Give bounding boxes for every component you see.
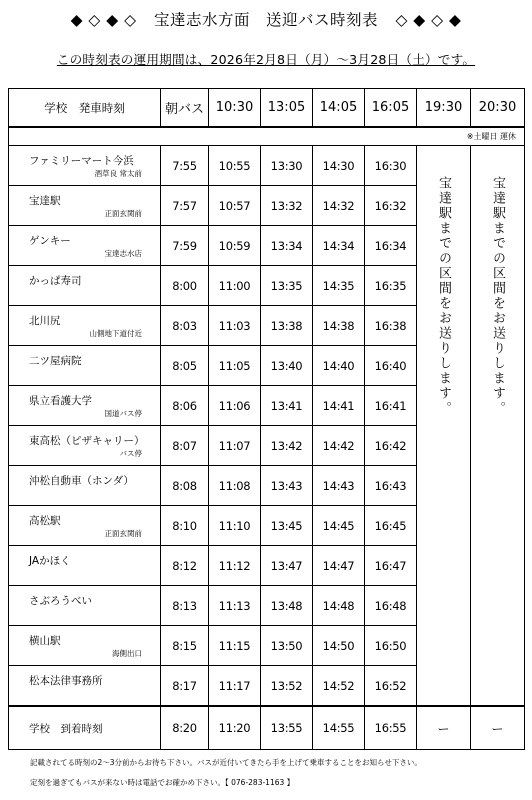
departure-time: 11:08 <box>209 466 261 506</box>
departure-time: 11:12 <box>209 546 261 586</box>
departure-time: 16:35 <box>365 266 417 306</box>
departure-time: 14:32 <box>313 186 365 226</box>
arrival-time: 11:20 <box>209 706 261 750</box>
stop-sublocation: 海側出口 <box>112 649 142 658</box>
stop-cell <box>9 146 161 186</box>
departure-time: 13:42 <box>261 426 313 466</box>
col-header-1405: 14:05 <box>313 89 365 128</box>
stop-cell <box>9 586 161 626</box>
stop-name: 横山駅 <box>29 635 61 647</box>
stop-name: さぶろうべい <box>29 595 92 607</box>
departure-time: 13:40 <box>261 346 313 386</box>
departure-time: 14:38 <box>313 306 365 346</box>
stop-name: かっぱ寿司 <box>29 275 82 287</box>
departure-time: 14:34 <box>313 226 365 266</box>
departure-time: 14:43 <box>313 466 365 506</box>
stop-cell <box>9 346 161 386</box>
departure-time: 8:00 <box>161 266 209 306</box>
col-header-morning: 朝バス <box>161 89 209 128</box>
departure-time: 10:57 <box>209 186 261 226</box>
stop-cell <box>9 426 161 466</box>
arrival-time: 14:55 <box>313 706 365 750</box>
departure-time: 13:34 <box>261 226 313 266</box>
arrival-time: 16:55 <box>365 706 417 750</box>
departure-time: 7:59 <box>161 226 209 266</box>
departure-time: 13:47 <box>261 546 313 586</box>
departure-time: 16:45 <box>365 506 417 546</box>
stop-cell <box>9 186 161 226</box>
departure-time: 8:08 <box>161 466 209 506</box>
arrival-time: 13:55 <box>261 706 313 750</box>
stop-cell <box>9 666 161 707</box>
departure-time: 8:07 <box>161 426 209 466</box>
departure-time: 16:40 <box>365 346 417 386</box>
stop-sublocation: 正面玄関前 <box>104 529 142 538</box>
departure-time: 11:13 <box>209 586 261 626</box>
stop-name: 東高松（ピザキャリー） <box>29 435 145 447</box>
stop-name: 宝達駅 <box>29 195 61 207</box>
departure-time: 14:45 <box>313 506 365 546</box>
departure-time: 11:00 <box>209 266 261 306</box>
departure-time: 16:50 <box>365 626 417 666</box>
departure-time: 13:50 <box>261 626 313 666</box>
stop-sublocation: 酒草良 常太前 <box>94 169 142 178</box>
stop-name: JAかほく <box>29 555 71 567</box>
departure-time: 8:10 <box>161 506 209 546</box>
arrival-label: 学校 到着時刻 <box>9 706 161 750</box>
departure-time: 8:17 <box>161 666 209 707</box>
stop-cell <box>9 306 161 346</box>
departure-time: 14:52 <box>313 666 365 707</box>
departure-time: 10:55 <box>209 146 261 186</box>
col-header-1305: 13:05 <box>261 89 313 128</box>
departure-time: 13:52 <box>261 666 313 707</box>
arrival-row <box>9 706 525 750</box>
col-header-2030: 20:30 <box>471 89 525 128</box>
stop-cell <box>9 226 161 266</box>
stop-sublocation: バス停 <box>119 449 142 458</box>
saturday-note: ※土曜日 運休 <box>9 127 525 146</box>
departure-time: 8:13 <box>161 586 209 626</box>
table-row <box>9 146 525 186</box>
stop-sublocation: 山側地下道付近 <box>89 329 142 338</box>
departure-time: 11:06 <box>209 386 261 426</box>
departure-time: 11:07 <box>209 426 261 466</box>
arrival-dash-1930: ー <box>417 706 471 750</box>
departure-time: 11:05 <box>209 346 261 386</box>
arrival-time: 8:20 <box>161 706 209 750</box>
stop-name: 二ツ屋病院 <box>29 355 82 367</box>
departure-time: 16:38 <box>365 306 417 346</box>
departure-time: 14:42 <box>313 426 365 466</box>
departure-time: 14:41 <box>313 386 365 426</box>
departure-time: 14:40 <box>313 346 365 386</box>
route-note-1930-text: 宝達駅までの区間をお送りします。 <box>436 176 451 416</box>
footer-line-1: 記載されてる時刻の2～3分前からお待ち下さい。バスが近付いてきたら手を上げて乗車することをお知らせ下さい。 <box>30 758 422 767</box>
col-header-1605: 16:05 <box>365 89 417 128</box>
timetable <box>8 88 525 750</box>
route-note-1930 <box>417 146 471 707</box>
departure-time: 8:05 <box>161 346 209 386</box>
departure-time: 10:59 <box>209 226 261 266</box>
departure-time: 11:03 <box>209 306 261 346</box>
departure-time: 13:32 <box>261 186 313 226</box>
route-note-2030-text: 宝達駅までの区間をお送りします。 <box>490 176 505 416</box>
col-header-1030: 10:30 <box>209 89 261 128</box>
departure-time: 11:10 <box>209 506 261 546</box>
col-header-1930: 19:30 <box>417 89 471 128</box>
header-row <box>9 89 525 128</box>
footer-line-2: 定刻を過ぎてもバスが来ない時は電話でお確かめ下さい。【 076-283-1163 】 <box>30 778 295 787</box>
departure-time: 14:50 <box>313 626 365 666</box>
departure-time: 14:35 <box>313 266 365 306</box>
departure-time: 13:43 <box>261 466 313 506</box>
departure-time: 8:15 <box>161 626 209 666</box>
title-decoration-right: ◇ ◆ ◇ ◆ <box>395 11 462 29</box>
col-header-stop: 学校 発車時刻 <box>9 89 161 128</box>
stop-name: ファミリーマート今浜 <box>29 155 134 167</box>
page-title: 宝達志水方面 送迎バス時刻表 <box>153 11 378 29</box>
stop-name: 県立看護大学 <box>29 395 92 407</box>
stop-cell <box>9 546 161 586</box>
departure-time: 11:15 <box>209 626 261 666</box>
stop-cell <box>9 386 161 426</box>
arrival-dash-2030: ー <box>471 706 525 750</box>
departure-time: 8:06 <box>161 386 209 426</box>
departure-time: 13:38 <box>261 306 313 346</box>
departure-time: 13:48 <box>261 586 313 626</box>
operation-period: この時刻表の運用期間は、2026年2月8日（月）～3月28日（土）です。 <box>56 52 476 67</box>
departure-time: 14:48 <box>313 586 365 626</box>
departure-time: 16:30 <box>365 146 417 186</box>
title-decoration-left: ◆ ◇ ◆ ◇ <box>70 11 137 29</box>
stop-sublocation: 正面玄関前 <box>104 209 142 218</box>
departure-time: 16:48 <box>365 586 417 626</box>
departure-time: 13:45 <box>261 506 313 546</box>
stop-cell <box>9 506 161 546</box>
departure-time: 8:03 <box>161 306 209 346</box>
departure-time: 16:47 <box>365 546 417 586</box>
stop-name: 沖松自動車（ホンダ） <box>29 475 134 487</box>
departure-time: 7:57 <box>161 186 209 226</box>
departure-time: 13:30 <box>261 146 313 186</box>
departure-time: 16:32 <box>365 186 417 226</box>
departure-time: 13:41 <box>261 386 313 426</box>
stop-cell <box>9 466 161 506</box>
departure-time: 14:30 <box>313 146 365 186</box>
title-line <box>0 8 532 30</box>
departure-time: 7:55 <box>161 146 209 186</box>
stop-name: ゲンキー <box>29 235 71 247</box>
stop-sublocation: 宝達志水店 <box>104 249 142 258</box>
departure-time: 16:41 <box>365 386 417 426</box>
stop-name: 北川尻 <box>29 315 61 327</box>
departure-time: 16:42 <box>365 426 417 466</box>
stop-name: 高松駅 <box>29 515 61 527</box>
departure-time: 16:43 <box>365 466 417 506</box>
stop-name: 松本法律事務所 <box>29 675 103 687</box>
departure-time: 11:17 <box>209 666 261 707</box>
departure-time: 8:12 <box>161 546 209 586</box>
note-row <box>9 127 525 146</box>
departure-time: 16:34 <box>365 226 417 266</box>
stop-cell <box>9 266 161 306</box>
departure-time: 14:47 <box>313 546 365 586</box>
departure-time: 16:52 <box>365 666 417 707</box>
route-note-2030 <box>471 146 525 707</box>
stop-sublocation: 国道バス停 <box>104 409 142 418</box>
stop-cell <box>9 626 161 666</box>
departure-time: 13:35 <box>261 266 313 306</box>
